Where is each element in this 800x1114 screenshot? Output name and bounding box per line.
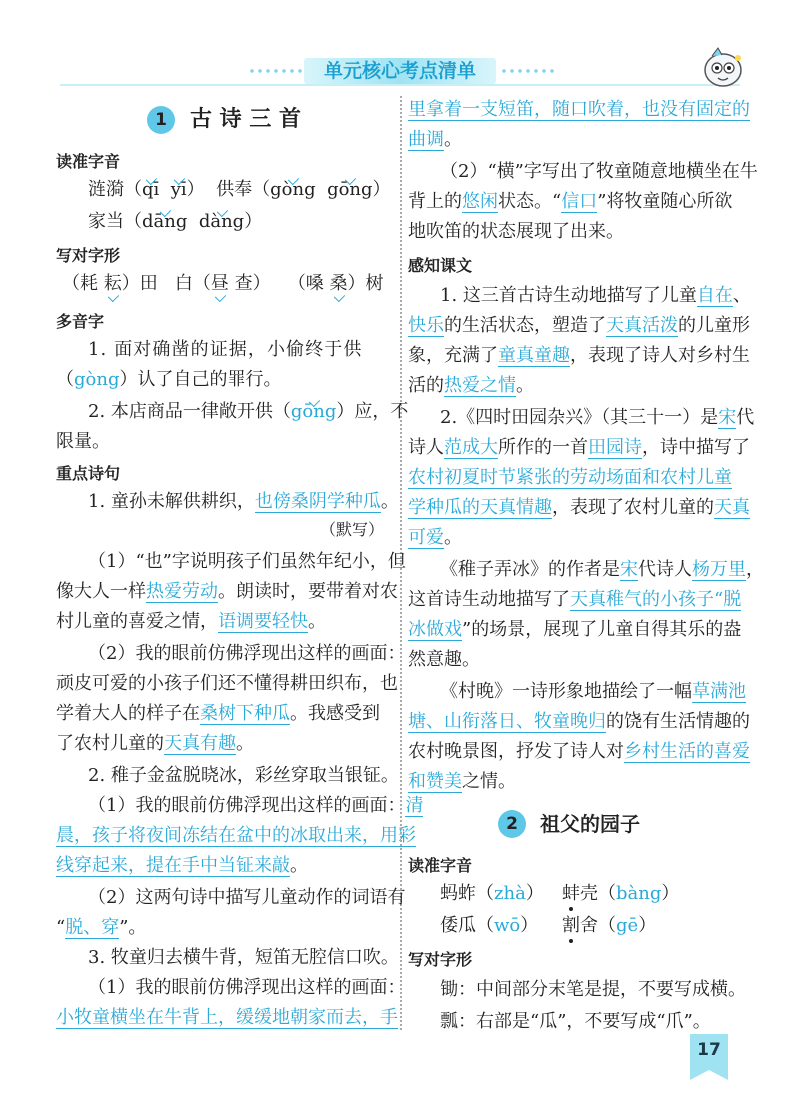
right-line-21: 农村晚景图，抒发了诗人对乡村生活的喜爱 bbox=[408, 741, 750, 762]
section-heading-read: 读准字音 bbox=[56, 152, 121, 171]
section-heading-read-2: 读准字音 bbox=[408, 856, 473, 875]
right-line-17: 冰做戏”的场景，展现了儿童自得其乐的盎 bbox=[408, 619, 742, 640]
poly-line-3: 2. 本店商品一律敞开供（gōng）应，不 bbox=[88, 401, 409, 422]
poly-line-1: 1. 面对确凿的证据，小偷终于供 bbox=[88, 339, 363, 360]
key-line-12: 线穿起来，提在手中当钲来敲。 bbox=[56, 855, 308, 876]
key-line-16: （1）我的眼前仿佛浮现出这样的画面： bbox=[88, 977, 406, 998]
header-dots-right bbox=[500, 68, 555, 74]
right-line-3: （2）“横”字写出了牧童随意地横坐在牛 bbox=[440, 161, 758, 182]
right-line-1: 里拿着一支短笛，随口吹着，也没有固定的 bbox=[408, 99, 750, 120]
read-line-2: 家当（dāng dàng） bbox=[88, 211, 263, 232]
right-line-2: 曲调。 bbox=[408, 129, 462, 150]
header-dots-left bbox=[248, 68, 303, 74]
key-note-dictation: （默写） bbox=[320, 520, 385, 539]
key-line-15: 3. 牧童归去横牛背，短笛无腔信口吹。 bbox=[88, 947, 399, 968]
chapter-number-badge: 1 bbox=[147, 106, 175, 134]
key-line-17: 小牧童横坐在牛背上，缓缓地朝家而去，手 bbox=[56, 1007, 398, 1028]
cartoon-mascot-icon bbox=[698, 44, 748, 90]
key-line-8: 了农村儿童的天真有趣。 bbox=[56, 733, 254, 754]
write-line: （耗 耘）田 白（昼 查） （嗓 桑）树 bbox=[62, 273, 384, 294]
right-line-8: 象，充满了童真童趣，表现了诗人对乡村生 bbox=[408, 345, 750, 366]
right-line-15: 《稚子弄冰》的作者是宋代诗人杨万里， bbox=[440, 559, 764, 580]
header-rule bbox=[60, 84, 740, 86]
right-line-6: 1. 这三首古诗生动地描写了儿童自在、 bbox=[440, 285, 751, 306]
section-heading-write-2: 写对字形 bbox=[408, 950, 473, 969]
section-heading-sense: 感知课文 bbox=[408, 256, 473, 275]
chapter-title-2: 祖父的园子 bbox=[540, 812, 640, 836]
write2-line-1: 锄：中间部分末笔是提，不要写成横。 bbox=[440, 979, 746, 1000]
right-line-18: 然意趣。 bbox=[408, 649, 480, 670]
right-line-22: 和赞美之情。 bbox=[408, 771, 516, 792]
section-heading-key-lines: 重点诗句 bbox=[56, 464, 121, 483]
read2-line-2: 倭瓜（wō） bbox=[440, 915, 539, 936]
key-line-4: 村儿童的喜爱之情，语调要轻快。 bbox=[56, 611, 326, 632]
read-line-1: 涟漪（qī yī） 供奉（gòng gōng） bbox=[88, 179, 391, 200]
right-line-5: 地吹笛的状态展现了出来。 bbox=[408, 221, 624, 242]
key-line-7: 学着大人的样子在桑树下种瓜。我感受到 bbox=[56, 703, 380, 724]
right-line-13: 学种瓜的天真情趣，表现了农村儿童的天真 bbox=[408, 497, 750, 518]
key-line-1: 1. 童孙未解供耕织，也傍桑阴学种瓜。 bbox=[88, 491, 399, 512]
read2-line-1: 蚂蚱（zhà） bbox=[440, 883, 544, 904]
key-line-13: （2）这两句诗中描写儿童动作的词语有 bbox=[88, 887, 406, 908]
section-heading-polyphone: 多音字 bbox=[56, 312, 105, 331]
chapter-title: 古 诗 三 首 bbox=[190, 107, 301, 132]
right-line-14: 可爱。 bbox=[408, 527, 462, 548]
write2-line-2: 瓢：右部是“瓜”，不要写成“爪”。 bbox=[440, 1011, 711, 1032]
key-line-14: “脱、穿”。 bbox=[56, 917, 147, 938]
key-line-11: 晨，孩子将夜间冻结在盆中的冰取出来，用彩 bbox=[56, 825, 416, 846]
right-line-7: 快乐的生活状态，塑造了天真活泼的儿童形 bbox=[408, 315, 750, 336]
section-heading-write: 写对字形 bbox=[56, 246, 121, 265]
key-line-6: 顽皮可爱的小孩子们还不懂得耕田织布，也 bbox=[56, 673, 398, 694]
header-title: 单元核心考点清单 bbox=[323, 60, 476, 82]
key-line-5: （2）我的眼前仿佛浮现出这样的画面： bbox=[88, 643, 406, 664]
right-line-10: 2.《四时田园杂兴》（其三十一）是宋代 bbox=[440, 407, 755, 428]
poly-line-2: （gòng）认了自己的罪行。 bbox=[56, 369, 282, 390]
chapter-number-badge-2: 2 bbox=[498, 810, 526, 838]
key-line-3: 像大人一样热爱劳动。朗读时，要带着对农 bbox=[56, 581, 398, 602]
right-line-9: 活的热爱之情。 bbox=[408, 375, 534, 396]
right-line-20: 塘、山衔落日、牧童晚归的饶有生活情趣的 bbox=[408, 711, 750, 732]
read2-line-2b: 割舍（gē） bbox=[562, 915, 657, 936]
right-line-11: 诗人范成大所作的一首田园诗，诗中描写了 bbox=[408, 437, 750, 458]
right-line-16: 这首诗生动地描写了天真稚气的小孩子“脱 bbox=[408, 589, 742, 610]
page-number: 17 bbox=[697, 1040, 721, 1060]
key-line-2: （1）“也”字说明孩子们虽然年纪小，但 bbox=[88, 551, 406, 572]
right-line-12: 农村初夏时节紧张的劳动场面和农村儿童 bbox=[408, 467, 732, 488]
key-line-9: 2. 稚子金盆脱晓冰，彩丝穿取当银钲。 bbox=[88, 765, 399, 786]
read2-line-1b: 蚌壳（bàng） bbox=[562, 883, 680, 904]
right-line-4: 背上的悠闲状态。“信口”将牧童随心所欲 bbox=[408, 191, 733, 212]
poly-line-4: 限量。 bbox=[56, 431, 110, 452]
key-line-10: （1）我的眼前仿佛浮现出这样的画面：清 bbox=[88, 795, 424, 816]
right-line-19: 《村晚》一诗形象地描绘了一幅草满池 bbox=[440, 681, 746, 702]
